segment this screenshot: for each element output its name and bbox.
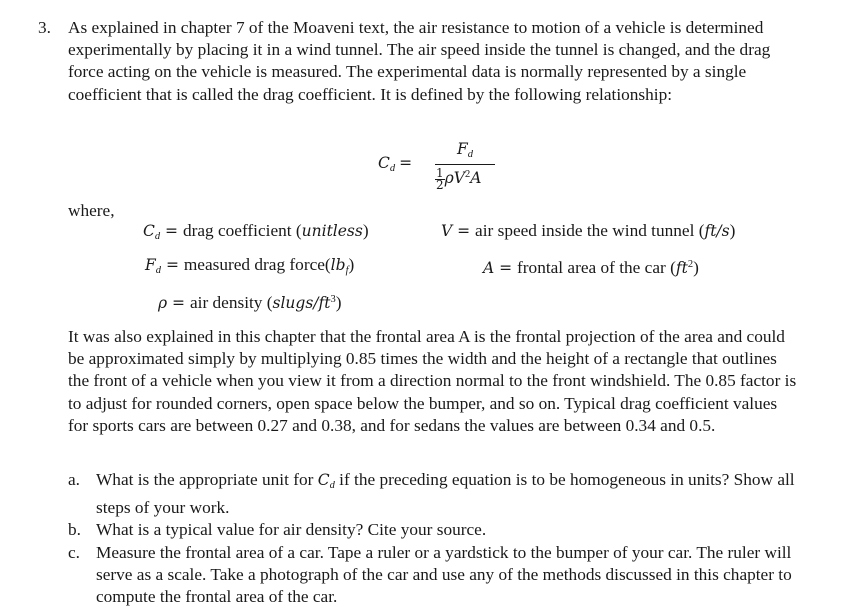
def-fd-close: )	[348, 255, 355, 274]
def-v-unit: ft/s	[704, 222, 730, 240]
frontal-area-paragraph: It was also explained in this chapter that the frontal area A is the frontal projection of the area and could be approximated simply by multiplying 0.85 times the width and the height of a rectangle that outlines the front of a vehicle when you view it from a direction normal to the front windshield. The 0.85 factor is to adjust for rounded corners, open space below the bumper, and so on. Typical drag coefficient values for sports cars are between 0.27 and 0.38, and for sedans the values are between 0.34 and 0.5.	[68, 327, 797, 435]
def-rho-symbol: ρ	[158, 294, 168, 312]
def-v-symbol: V	[441, 222, 453, 240]
half-top: 1	[436, 166, 444, 180]
part-b	[68, 519, 798, 541]
formula-rho: ρ	[444, 169, 454, 188]
def-cd-unit: unitless	[301, 222, 363, 240]
def-cd-eq: =	[160, 222, 183, 240]
half-bottom: 2	[436, 178, 444, 192]
part-a-label: a.	[68, 470, 80, 489]
definition-cd	[143, 220, 369, 248]
def-v-eq: =	[452, 222, 476, 240]
def-fd-text: measured drag force(	[183, 255, 331, 274]
sub-questions	[68, 469, 798, 608]
def-fd-unit-sub: f	[345, 265, 349, 276]
part-b-label: b.	[68, 520, 81, 540]
def-cd-close: )	[362, 221, 369, 240]
half-fraction	[435, 168, 445, 191]
intro-paragraph: As explained in chapter 7 of the Moaveni text, the air resistance to motion of a vehicle is determined experimentally by placing it in a wind tunnel. The air speed inside the tunnel is changed, and the drag force acting on the vehicle is measured. The experimental data is normally represented by a single coefficient that is called the drag coefficient. It is defined by the following relationship:	[68, 18, 771, 104]
formula-denominator	[435, 168, 481, 191]
question-number: 3.	[38, 18, 51, 37]
def-cd-symbol: C	[143, 222, 155, 240]
def-rho-eq: =	[167, 294, 190, 312]
def-rho-unit-exp: 3	[330, 294, 336, 305]
part-c	[68, 542, 798, 609]
formula-a: A	[470, 169, 482, 188]
definition-a	[483, 254, 699, 279]
part-a-text-post: if the preceding equation is to be homogeneous in units? Show all steps of your work.	[96, 470, 795, 518]
def-fd-symbol: F	[145, 256, 156, 274]
part-a-symbol: C	[317, 471, 330, 489]
formula-num-symbol: F	[456, 140, 468, 158]
def-a-unit: ft	[675, 259, 688, 277]
def-fd-eq: =	[161, 256, 184, 274]
formula-lhs-sub: d	[389, 163, 396, 174]
formula-lhs	[378, 154, 412, 174]
def-a-symbol: A	[483, 259, 495, 277]
def-rho-text: air density (	[189, 293, 273, 312]
def-a-unit-exp: 2	[687, 259, 694, 270]
part-c-text: Measure the frontal area of a car. Tape a ruler or a yardstick to the bumper of your car. The ruler will serve as a scale. Take a photograph of the car and use any of the methods discussed in this chapter to compute the frontal area of the car.	[96, 542, 792, 607]
definition-v	[441, 220, 735, 242]
definition-fd	[145, 254, 354, 282]
definition-rho	[158, 289, 342, 314]
def-rho-unit: slugs/ft	[272, 294, 331, 312]
formula-num-sub: d	[467, 149, 473, 160]
where-label: where,	[68, 201, 115, 220]
def-a-eq: =	[494, 259, 518, 277]
def-cd-text: drag coefficient (	[182, 221, 302, 240]
part-b-text: What is a typical value for air density? Cite your source.	[96, 520, 487, 540]
def-fd-unit: lb	[330, 256, 346, 274]
def-v-close: )	[729, 221, 736, 240]
formula-v: V	[453, 169, 465, 188]
fraction-bar	[435, 164, 495, 165]
formula-numerator	[435, 140, 495, 160]
def-rho-close: )	[335, 293, 342, 312]
formula-lhs-symbol: C	[378, 154, 390, 172]
part-a	[68, 469, 798, 519]
formula-v-exp: 2	[464, 169, 471, 181]
def-cd-sub: d	[154, 231, 161, 242]
def-a-close: )	[693, 258, 699, 277]
def-a-text: frontal area of the car (	[517, 258, 676, 277]
part-c-label: c.	[68, 542, 80, 562]
part-a-text-pre: What is the appropriate unit for	[96, 470, 318, 489]
def-v-text: air speed inside the wind tunnel (	[475, 221, 705, 240]
formula-equals: =	[399, 154, 413, 172]
part-a-sub: d	[329, 480, 335, 491]
def-fd-sub: d	[155, 265, 162, 276]
